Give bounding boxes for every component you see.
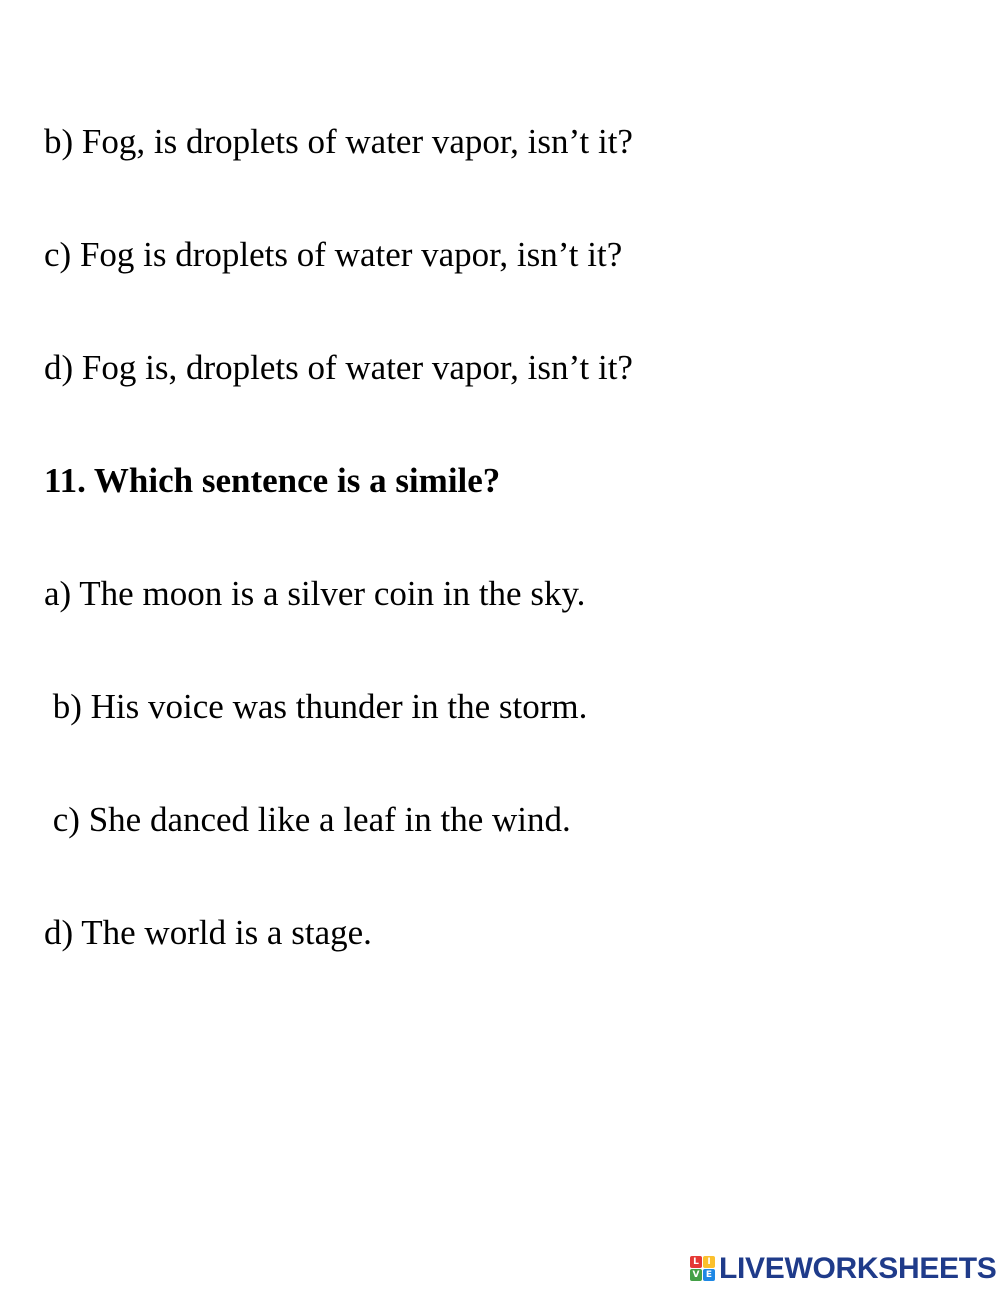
option-b-fog: b) Fog, is droplets of water vapor, isn’t it? <box>44 122 633 161</box>
liveworksheets-logo <box>690 1252 997 1286</box>
option-d-fog: d) Fog is, droplets of water vapor, isn’t it? <box>44 348 633 387</box>
option-c-simile: c) She danced like a leaf in the wind. <box>44 800 571 839</box>
logo-text: LIVEWORKSHEETS <box>719 1252 997 1285</box>
option-a-simile: a) The moon is a silver coin in the sky. <box>44 574 586 613</box>
liveworksheets-logo-icon: L I V E <box>690 1256 716 1282</box>
option-b-simile: b) His voice was thunder in the storm. <box>44 687 588 726</box>
question-11-title: 11. Which sentence is a simile? <box>44 461 501 500</box>
option-c-fog: c) Fog is droplets of water vapor, isn’t it? <box>44 235 623 274</box>
option-d-simile: d) The world is a stage. <box>44 913 372 952</box>
